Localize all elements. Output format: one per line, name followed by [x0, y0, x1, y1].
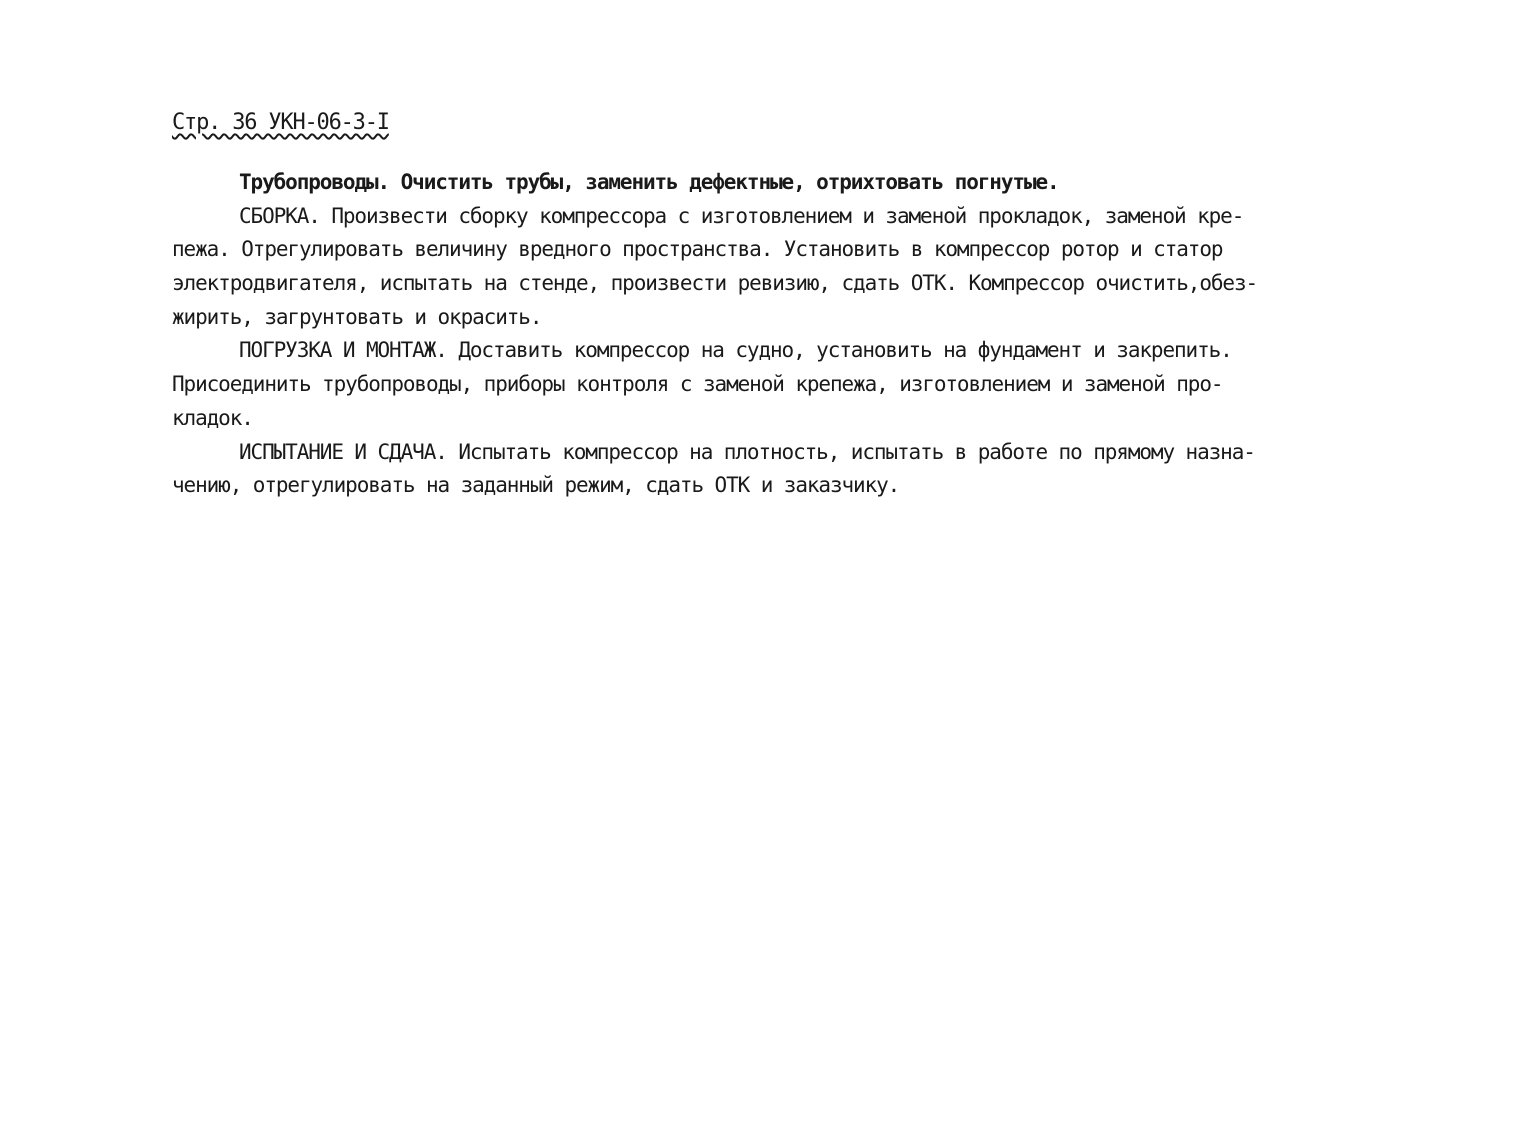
- paragraph-line: электродвигателя, испытать на стенде, произвести ревизию, сдать ОТК. Компрессор очистить,обез-: [172, 271, 1258, 296]
- paragraph-line-testing: ИСПЫТАНИЕ И СДАЧА. Испытать компрессор на плотность, испытать в работе по прямому назна-: [239, 439, 1255, 464]
- paragraph-line: чению, отрегулировать на заданный режим, сдать ОТК и заказчику.: [172, 473, 900, 498]
- paragraph-line-assembly: СБОРКА. Произвести сборку компрессора с изготовлением и заменой прокладок, заменой кре-: [239, 203, 1244, 228]
- paragraph-line: пежа. Отрегулировать величину вредного пространства. Установить в компрессор ротор и статор: [172, 237, 1223, 262]
- paragraph-line: Присоединить трубопроводы, приборы контроля с заменой крепежа, изготовлением и заменой про-: [172, 372, 1223, 397]
- paragraph-line: кладок.: [172, 405, 253, 430]
- paragraph-line-loading-mounting: ПОГРУЗКА И МОНТАЖ. Доставить компрессор на судно, установить на фундамент и закрепить.: [239, 338, 1232, 363]
- page-header: Стр. 36 УКН-06-3-I: [172, 110, 389, 135]
- paragraph-line: жирить, загрунтовать и окрасить.: [172, 304, 542, 329]
- paragraph-line-pipelines: Трубопроводы. Очистить трубы, заменить дефектные, отрихтовать погнутые.: [239, 170, 1059, 194]
- document-body: [172, 166, 1452, 503]
